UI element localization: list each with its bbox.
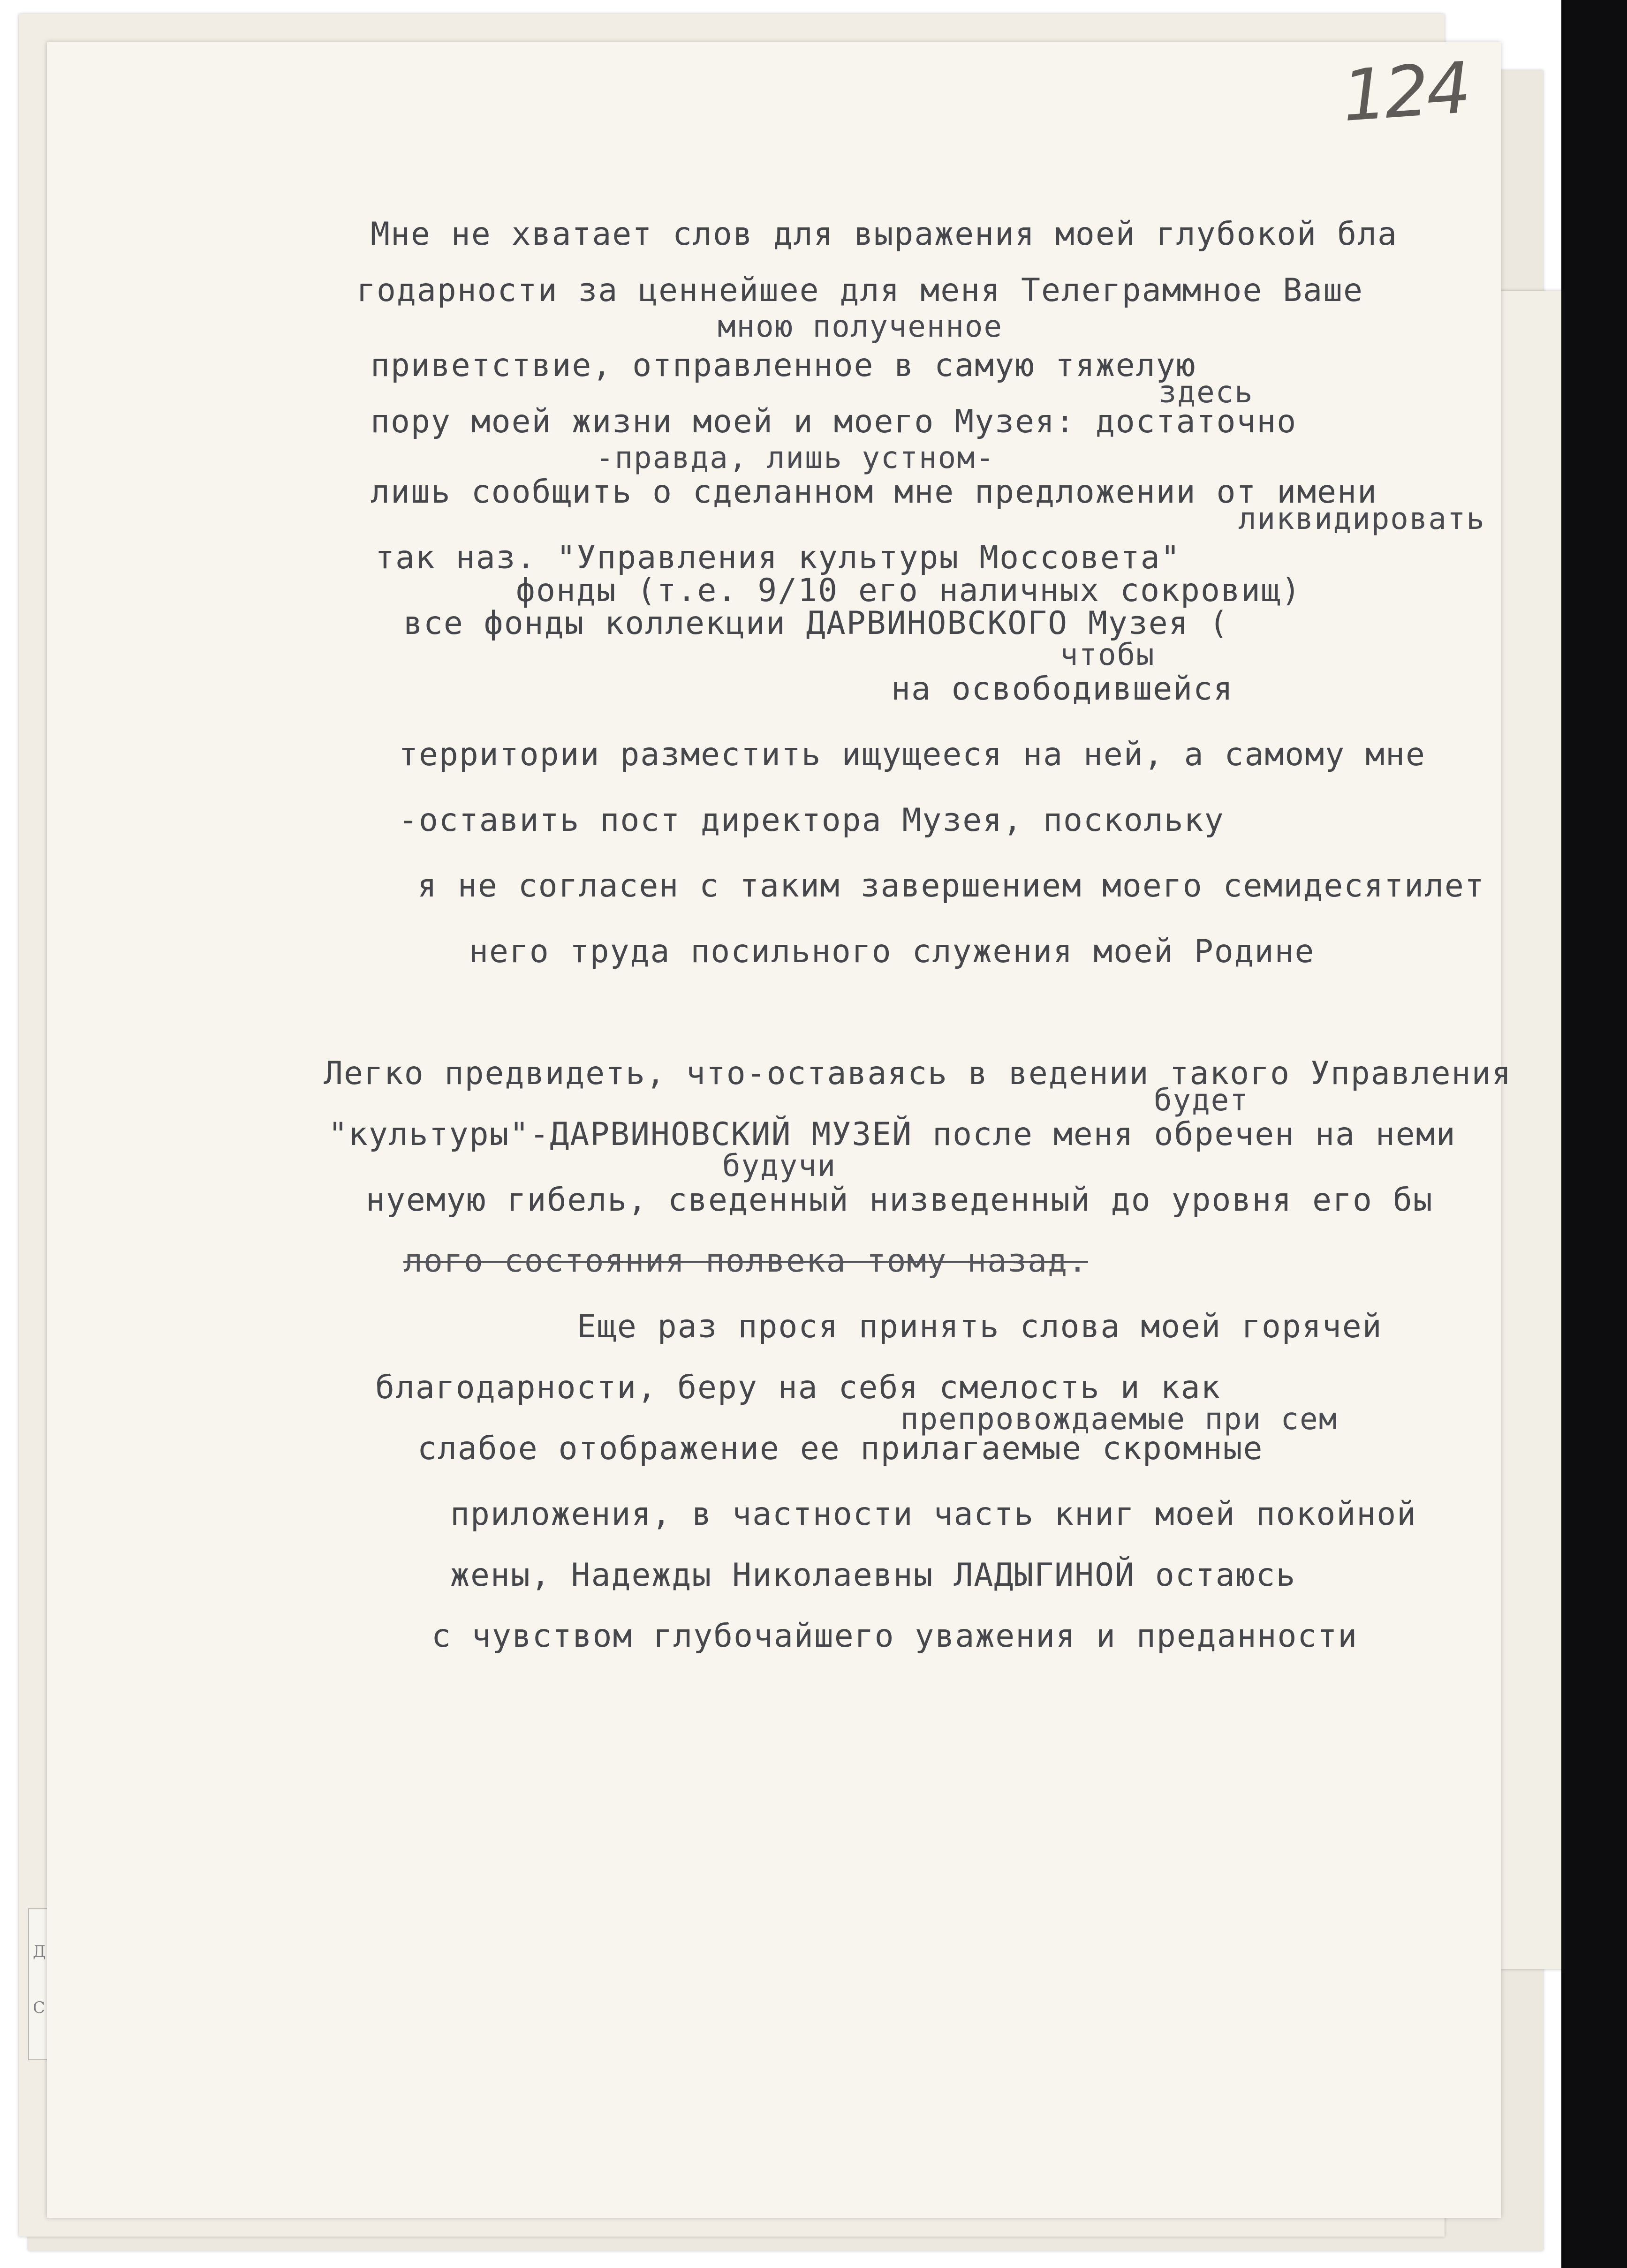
inserted-text: здесь <box>1158 375 1254 410</box>
inserted-text: будет <box>1154 1083 1249 1118</box>
text-line: годарности за ценнейшее для меня Телеграммное Ваше <box>356 272 1363 309</box>
text-line: благодарности, беру на себя смелость и как <box>375 1369 1221 1406</box>
strip-mark: Д <box>33 1942 46 1961</box>
inserted-text: чтобы <box>1060 638 1155 672</box>
text-line: пору моей жизни моей и моего Музея: достаточно <box>371 403 1297 440</box>
text-line: приветствие, отправленное в самую тяжелую <box>371 347 1196 384</box>
struck-text-line: лого состояния полвека тому назад. <box>403 1243 1088 1280</box>
text-line: Легко предвидеть, что-оставаясь в ведении такого Управления <box>324 1055 1512 1092</box>
strip-mark: С <box>33 1998 45 2017</box>
scanner-dark-edge <box>1561 0 1627 2268</box>
text-line: Мне не хватает слов для выражения моей глубокой бла <box>371 216 1398 253</box>
text-line: слабое отображение ее прилагаемые скромные <box>417 1430 1264 1467</box>
text-line: на освободившейся <box>891 671 1233 708</box>
text-line: так наз. "Управления культуры Моссовета" <box>375 539 1181 576</box>
inserted-text: ликвидировать <box>1238 502 1485 536</box>
text-line: Еще раз прося принять слова моей горячей <box>577 1308 1383 1345</box>
text-line: лишь сообщить о сделанном мне предложении от имени <box>371 474 1377 511</box>
inserted-text: -правда, лишь устном- <box>596 441 995 475</box>
text-line: все фонды коллекции ДАРВИНОВСКОГО Музея ( <box>403 605 1229 642</box>
page-number: 124 <box>1339 47 1471 138</box>
text-line: приложения, в частности часть книг моей покойной <box>450 1496 1417 1533</box>
inserted-text: будучи <box>722 1149 837 1183</box>
text-line: -оставить пост директора Музея, поскольку <box>399 802 1225 839</box>
text-line: фонды (т.е. 9/10 его наличных сокровищ) <box>516 572 1302 609</box>
text-line: с чувством глубочайшего уважения и преданности <box>431 1618 1358 1655</box>
text-line: "культуры"-ДАРВИНОВСКИЙ МУЗЕЙ после меня обречен на неми <box>328 1116 1456 1153</box>
typewritten-page <box>47 42 1512 2218</box>
text-line: жены, Надежды Николаевны ЛАДЫГИНОЙ остаюсь <box>450 1557 1296 1594</box>
inserted-text: препровождаемые при сем <box>901 1402 1338 1437</box>
text-line: я не согласен с таким завершением моего семидесятилет <box>417 867 1485 904</box>
text-line: нуемую гибель, сведенный низведенный до уровня его бы <box>366 1182 1433 1219</box>
text-line: него труда посильного служения моей Родине <box>469 933 1315 970</box>
text-line: территории разместить ищущееся на ней, а самому мне <box>399 736 1426 773</box>
inserted-text: мною полученное <box>718 309 1003 344</box>
